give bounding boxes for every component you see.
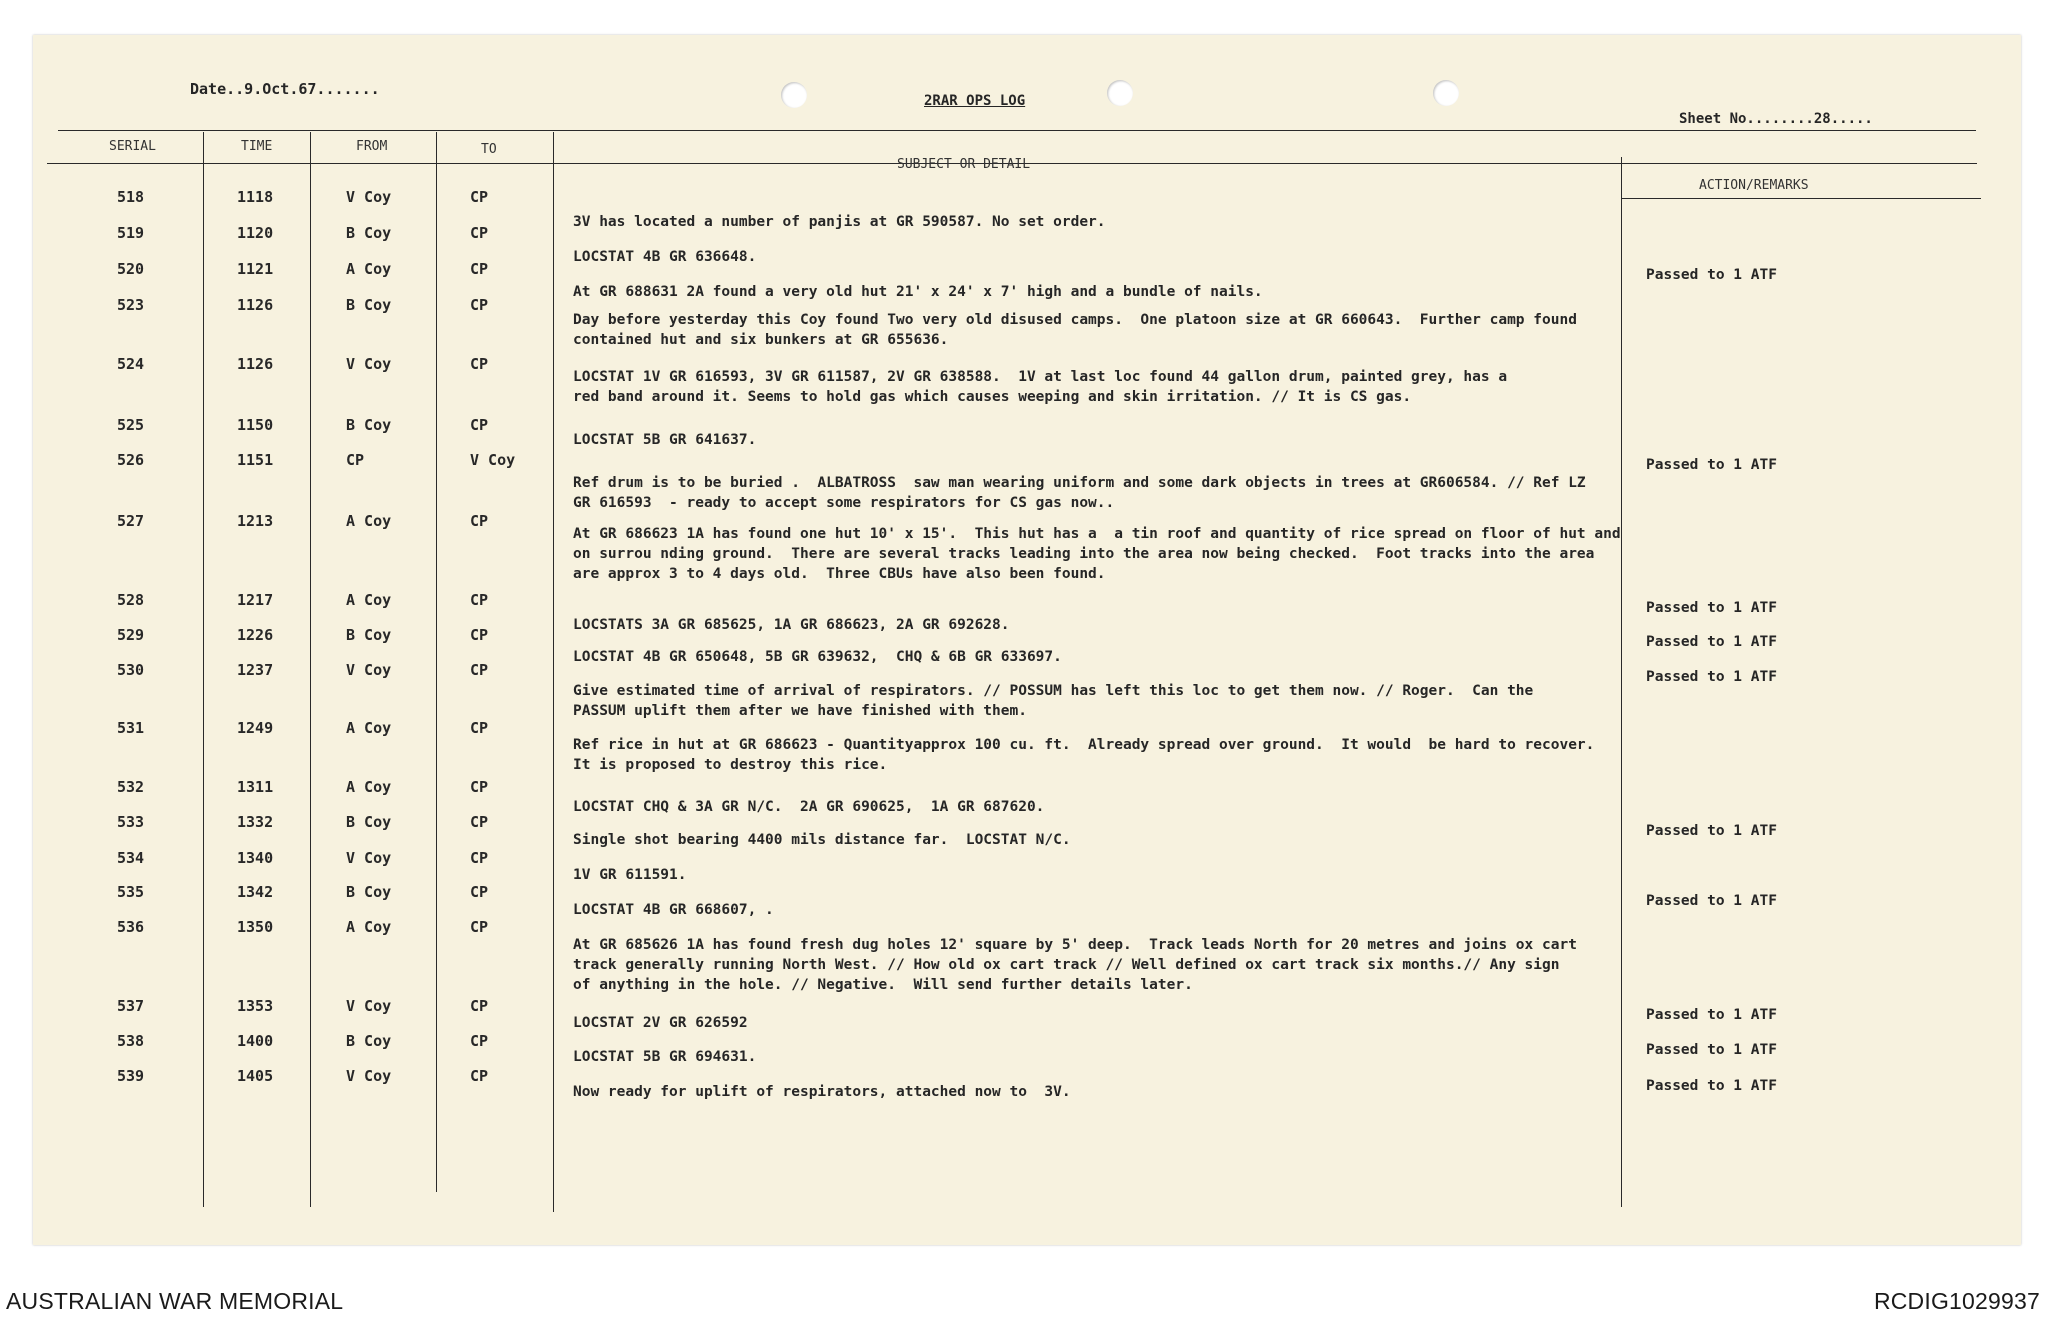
sheet-number: Sheet No........28..... <box>1679 111 1873 127</box>
col-header-action: ACTION/REMARKS <box>1699 178 1809 193</box>
entry-from: A Coy <box>346 778 392 796</box>
entry-time: 1353 <box>237 997 274 1015</box>
entry-to: V Coy <box>470 451 516 469</box>
entry-from: A Coy <box>346 260 392 278</box>
entry-from: B Coy <box>346 224 392 242</box>
entry-to: CP <box>470 849 489 867</box>
entry-remark: Passed to 1 ATF <box>1646 634 1777 650</box>
entry-from: V Coy <box>346 1067 392 1085</box>
entry-remark: Passed to 1 ATF <box>1646 1078 1777 1094</box>
entry-subject-line: LOCSTAT 5B GR 694631. <box>573 1049 757 1065</box>
entry-serial: 528 <box>117 591 145 609</box>
entry-serial: 523 <box>117 296 145 314</box>
column-divider <box>553 132 554 1212</box>
entry-to: CP <box>470 188 489 206</box>
entry-subject-line: of anything in the hole. // Negative. Will send further details later. <box>573 977 1193 993</box>
footer-record-id: RCDIG1029937 <box>1873 1288 2040 1314</box>
entry-subject-line: LOCSTAT 4B GR 636648. <box>573 249 757 265</box>
entry-serial: 532 <box>117 778 145 796</box>
entry-remark: Passed to 1 ATF <box>1646 457 1777 473</box>
entry-subject-line: 3V has located a number of panjis at GR 590587. No set order. <box>573 214 1106 230</box>
column-divider <box>203 132 204 1207</box>
entry-time: 1342 <box>237 883 274 901</box>
entry-serial: 531 <box>117 719 145 737</box>
entry-subject-line: LOCSTAT CHQ & 3A GR N/C. 2A GR 690625, 1A GR 687620. <box>573 799 1045 815</box>
entry-remark: Passed to 1 ATF <box>1646 1007 1777 1023</box>
entry-to: CP <box>470 416 489 434</box>
action-header-rule <box>1621 198 1981 199</box>
entry-to: CP <box>470 260 489 278</box>
entry-serial: 538 <box>117 1032 145 1050</box>
entry-to: CP <box>470 918 489 936</box>
entry-subject-line: GR 616593 - ready to accept some respirators for CS gas now.. <box>573 495 1115 511</box>
entry-from: B Coy <box>346 1032 392 1050</box>
entry-subject-line: Ref rice in hut at GR 686623 - Quantityapprox 100 cu. ft. Already spread over ground. It would be hard to recover. <box>573 737 1595 753</box>
entry-from: B Coy <box>346 813 392 831</box>
entry-serial: 536 <box>117 918 145 936</box>
entry-serial: 518 <box>117 188 145 206</box>
page-title: 2RAR OPS LOG <box>924 93 1026 109</box>
entry-time: 1126 <box>237 296 274 314</box>
entry-time: 1405 <box>237 1067 274 1085</box>
entry-serial: 524 <box>117 355 145 373</box>
entry-from: A Coy <box>346 512 392 530</box>
footer-archive: AUSTRALIAN WAR MEMORIAL <box>6 1288 344 1314</box>
entry-remark: Passed to 1 ATF <box>1646 669 1777 685</box>
entry-serial: 529 <box>117 626 145 644</box>
entry-serial: 519 <box>117 224 145 242</box>
entry-subject-line: At GR 686623 1A has found one hut 10' x 15'. This hut has a a tin roof and quantity of rice spread on floor of hut and <box>573 526 1621 542</box>
entry-subject-line: Single shot bearing 4400 mils distance far. LOCSTAT N/C. <box>573 832 1071 848</box>
log-date: Date..9.Oct.67....... <box>190 80 380 98</box>
entry-serial: 534 <box>117 849 145 867</box>
entry-to: CP <box>470 813 489 831</box>
entry-time: 1400 <box>237 1032 274 1050</box>
entry-serial: 520 <box>117 260 145 278</box>
entry-subject-line: LOCSTATS 3A GR 685625, 1A GR 686623, 2A GR 692628. <box>573 617 1010 633</box>
entry-to: CP <box>470 997 489 1015</box>
punch-hole <box>781 82 807 108</box>
entry-to: CP <box>470 626 489 644</box>
entry-serial: 530 <box>117 661 145 679</box>
entry-time: 1118 <box>237 188 274 206</box>
header-rule-top <box>58 130 1976 131</box>
entry-subject-line: Day before yesterday this Coy found Two very old disused camps. One platoon size at GR 660643. Further camp found <box>573 312 1577 328</box>
entry-from: CP <box>346 451 365 469</box>
entry-to: CP <box>470 778 489 796</box>
entry-subject-line: track generally running North West. // How old ox cart track // Well defined ox cart track six months.// Any sign <box>573 957 1560 973</box>
entry-time: 1151 <box>237 451 274 469</box>
punch-hole <box>1107 80 1133 106</box>
entry-to: CP <box>470 661 489 679</box>
column-divider <box>436 132 437 1192</box>
entry-to: CP <box>470 1032 489 1050</box>
col-header-to: TO <box>481 142 497 157</box>
entry-time: 1217 <box>237 591 274 609</box>
entry-time: 1350 <box>237 918 274 936</box>
entry-subject-line: LOCSTAT 5B GR 641637. <box>573 432 757 448</box>
col-header-subject: SUBJECT OR DETAIL <box>897 157 1031 172</box>
entry-serial: 539 <box>117 1067 145 1085</box>
entry-to: CP <box>470 296 489 314</box>
entry-from: V Coy <box>346 355 392 373</box>
entry-serial: 527 <box>117 512 145 530</box>
entry-to: CP <box>470 224 489 242</box>
entry-subject-line: Now ready for uplift of respirators, attached now to 3V. <box>573 1084 1071 1100</box>
entry-time: 1237 <box>237 661 274 679</box>
entry-subject-line: are approx 3 to 4 days old. Three CBUs have also been found. <box>573 566 1106 582</box>
entry-time: 1249 <box>237 719 274 737</box>
entry-from: V Coy <box>346 997 392 1015</box>
entry-to: CP <box>470 355 489 373</box>
entry-from: B Coy <box>346 416 392 434</box>
entry-from: A Coy <box>346 918 392 936</box>
entry-subject-line: At GR 685626 1A has found fresh dug holes 12' square by 5' deep. Track leads North for 20 metres and joins ox cart <box>573 937 1577 953</box>
entry-to: CP <box>470 883 489 901</box>
entry-subject-line: contained hut and six bunkers at GR 655636. <box>573 332 949 348</box>
entry-time: 1150 <box>237 416 274 434</box>
entry-subject-line: PASSUM uplift them after we have finished with them. <box>573 703 1027 719</box>
entry-from: A Coy <box>346 719 392 737</box>
entry-subject-line: LOCSTAT 2V GR 626592 <box>573 1015 748 1031</box>
entry-remark: Passed to 1 ATF <box>1646 1042 1777 1058</box>
col-header-serial: SERIAL <box>109 139 156 154</box>
entry-remark: Passed to 1 ATF <box>1646 600 1777 616</box>
entry-to: CP <box>470 719 489 737</box>
entry-time: 1226 <box>237 626 274 644</box>
entry-serial: 535 <box>117 883 145 901</box>
entry-subject-line: Give estimated time of arrival of respirators. // POSSUM has left this loc to get them now. // Roger. Can the <box>573 683 1534 699</box>
entry-to: CP <box>470 512 489 530</box>
entry-serial: 526 <box>117 451 145 469</box>
col-header-time: TIME <box>241 139 273 154</box>
punch-hole <box>1433 80 1459 106</box>
entry-time: 1121 <box>237 260 274 278</box>
entry-remark: Passed to 1 ATF <box>1646 267 1777 283</box>
entry-time: 1126 <box>237 355 274 373</box>
entry-serial: 537 <box>117 997 145 1015</box>
entry-subject-line: 1V GR 611591. <box>573 867 687 883</box>
entry-to: CP <box>470 591 489 609</box>
entry-serial: 533 <box>117 813 145 831</box>
entry-from: B Coy <box>346 296 392 314</box>
column-divider <box>1621 157 1622 1207</box>
entry-from: V Coy <box>346 661 392 679</box>
log-sheet <box>33 35 2021 1245</box>
entry-remark: Passed to 1 ATF <box>1646 823 1777 839</box>
entry-subject-line: It is proposed to destroy this rice. <box>573 757 888 773</box>
entry-from: A Coy <box>346 591 392 609</box>
entry-time: 1332 <box>237 813 274 831</box>
col-header-from: FROM <box>356 139 388 154</box>
entry-subject-line: on surrou nding ground. There are several tracks leading into the area now being checked. Foot tracks into the area <box>573 546 1595 562</box>
entry-remark: Passed to 1 ATF <box>1646 893 1777 909</box>
entry-from: B Coy <box>346 883 392 901</box>
entry-time: 1311 <box>237 778 274 796</box>
entry-subject-line: Ref drum is to be buried . ALBATROSS saw man wearing uniform and some dark objects in trees at GR606584. // Ref LZ <box>573 475 1586 491</box>
entry-subject-line: red band around it. Seems to hold gas which causes weeping and skin irritation. // It is CS gas. <box>573 389 1412 405</box>
entry-subject-line: LOCSTAT 4B GR 668607, . <box>573 902 774 918</box>
entry-time: 1213 <box>237 512 274 530</box>
entry-serial: 525 <box>117 416 145 434</box>
entry-from: V Coy <box>346 849 392 867</box>
column-divider <box>310 132 311 1207</box>
entry-subject-line: LOCSTAT 1V GR 616593, 3V GR 611587, 2V GR 638588. 1V at last loc found 44 gallon drum, painted grey, has a <box>573 369 1508 385</box>
entry-subject-line: At GR 688631 2A found a very old hut 21' x 24' x 7' high and a bundle of nails. <box>573 284 1263 300</box>
entry-subject-line: LOCSTAT 4B GR 650648, 5B GR 639632, CHQ & 6B GR 633697. <box>573 649 1062 665</box>
entry-from: V Coy <box>346 188 392 206</box>
entry-time: 1340 <box>237 849 274 867</box>
entry-to: CP <box>470 1067 489 1085</box>
entry-time: 1120 <box>237 224 274 242</box>
entry-from: B Coy <box>346 626 392 644</box>
